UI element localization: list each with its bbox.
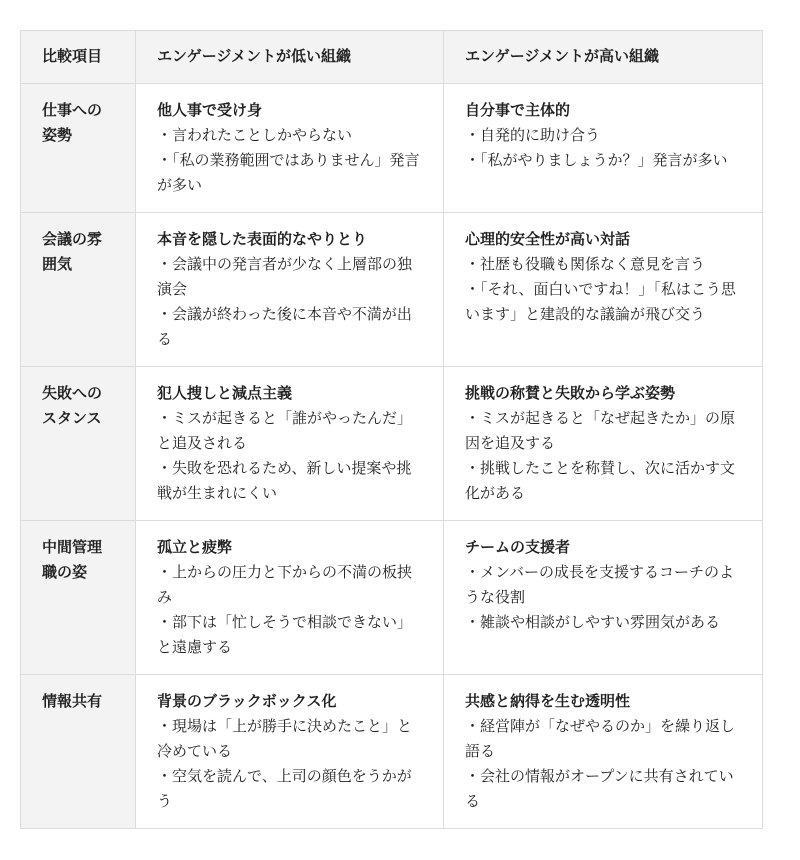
- table-row: [21, 213, 763, 367]
- cell-title: 挑戦の称賛と失敗から学ぶ姿勢: [465, 384, 676, 402]
- cell-point: ・「私がやりましょうか？」発言が多い: [465, 151, 728, 169]
- cell-point: ・言われたことしかやらない: [157, 126, 353, 144]
- comparison-table: [20, 30, 763, 829]
- cell-point: ・挑戦したことを称賛し、次に活かす文化がある: [465, 459, 736, 502]
- cell-title: 背景のブラックボックス化: [157, 692, 337, 710]
- comparison-table-container: [20, 30, 762, 829]
- cell-point: ・経営陣が「なぜやるのか」を繰り返し語る: [465, 717, 736, 760]
- table-row: [21, 367, 763, 521]
- cell-title: 心理的安全性が高い対話: [465, 230, 631, 248]
- cell-point: ・「私の業務範囲ではありません」発言が多い: [157, 151, 420, 194]
- table-header-row: [21, 31, 763, 84]
- cell-title: 自分事で主体的: [465, 101, 571, 119]
- cell-point: ・ミスが起きると「なぜ起きたか」の原因を追及する: [465, 409, 736, 452]
- cell-point: ・会議中の発言者が少なく上層部の独演会: [157, 255, 413, 298]
- cell-title: 孤立と疲弊: [157, 538, 233, 556]
- header-item: 比較項目: [21, 31, 136, 84]
- cell-title: 犯人捜しと減点主義: [157, 384, 293, 402]
- cell-point: ・部下は「忙しそうで相談できない」と遠慮する: [157, 613, 413, 656]
- table-row: [21, 521, 763, 675]
- cell-point: ・メンバーの成長を支援するコーチのような役割: [465, 563, 734, 606]
- cell-point: ・失敗を恐れるため、新しい提案や挑戦が生まれにくい: [157, 459, 412, 502]
- row-item-label: 失敗へのスタンス: [21, 367, 136, 521]
- low-engagement-cell: [136, 213, 444, 367]
- low-engagement-cell: [136, 84, 444, 213]
- low-engagement-cell: [136, 367, 444, 521]
- cell-point: ・会議が終わった後に本音や不満が出る: [157, 305, 412, 348]
- cell-point: ・空気を読んで、上司の顔色をうかがう: [157, 767, 412, 810]
- cell-point: ・雑談や相談がしやすい雰囲気がある: [465, 613, 721, 631]
- cell-point: ・「それ、面白いですね！」「私はこう思います」と建設的な議論が飛び交う: [465, 280, 736, 323]
- row-item-label: 仕事への姿勢: [21, 84, 136, 213]
- row-item-label: 中間管理職の姿: [21, 521, 136, 675]
- cell-point: ・会社の情報がオープンに共有されている: [465, 767, 734, 810]
- row-item-label: 情報共有: [21, 675, 136, 829]
- high-engagement-cell: [444, 84, 763, 213]
- cell-title: 本音を隠した表面的なやりとり: [157, 230, 368, 248]
- cell-title: 他人事で受け身: [157, 101, 263, 119]
- cell-point: ・現場は「上が勝手に決めたこと」と冷めている: [157, 717, 413, 760]
- row-item-label: 会議の雰囲気: [21, 213, 136, 367]
- cell-title: 共感と納得を生む透明性: [465, 692, 631, 710]
- table-row: [21, 675, 763, 829]
- cell-point: ・上からの圧力と下からの不満の板挟み: [157, 563, 413, 606]
- high-engagement-cell: [444, 367, 763, 521]
- cell-point: ・社歴も役職も関係なく意見を言う: [465, 255, 706, 273]
- table-row: [21, 84, 763, 213]
- header-low-engagement: エンゲージメントが低い組織: [136, 31, 444, 84]
- high-engagement-cell: [444, 521, 763, 675]
- low-engagement-cell: [136, 521, 444, 675]
- cell-point: ・自発的に助け合う: [465, 126, 601, 144]
- cell-title: チームの支援者: [465, 538, 571, 556]
- high-engagement-cell: [444, 213, 763, 367]
- cell-point: ・ミスが起きると「誰がやったんだ」と追及される: [157, 409, 413, 452]
- high-engagement-cell: [444, 675, 763, 829]
- low-engagement-cell: [136, 675, 444, 829]
- header-high-engagement: エンゲージメントが高い組織: [444, 31, 763, 84]
